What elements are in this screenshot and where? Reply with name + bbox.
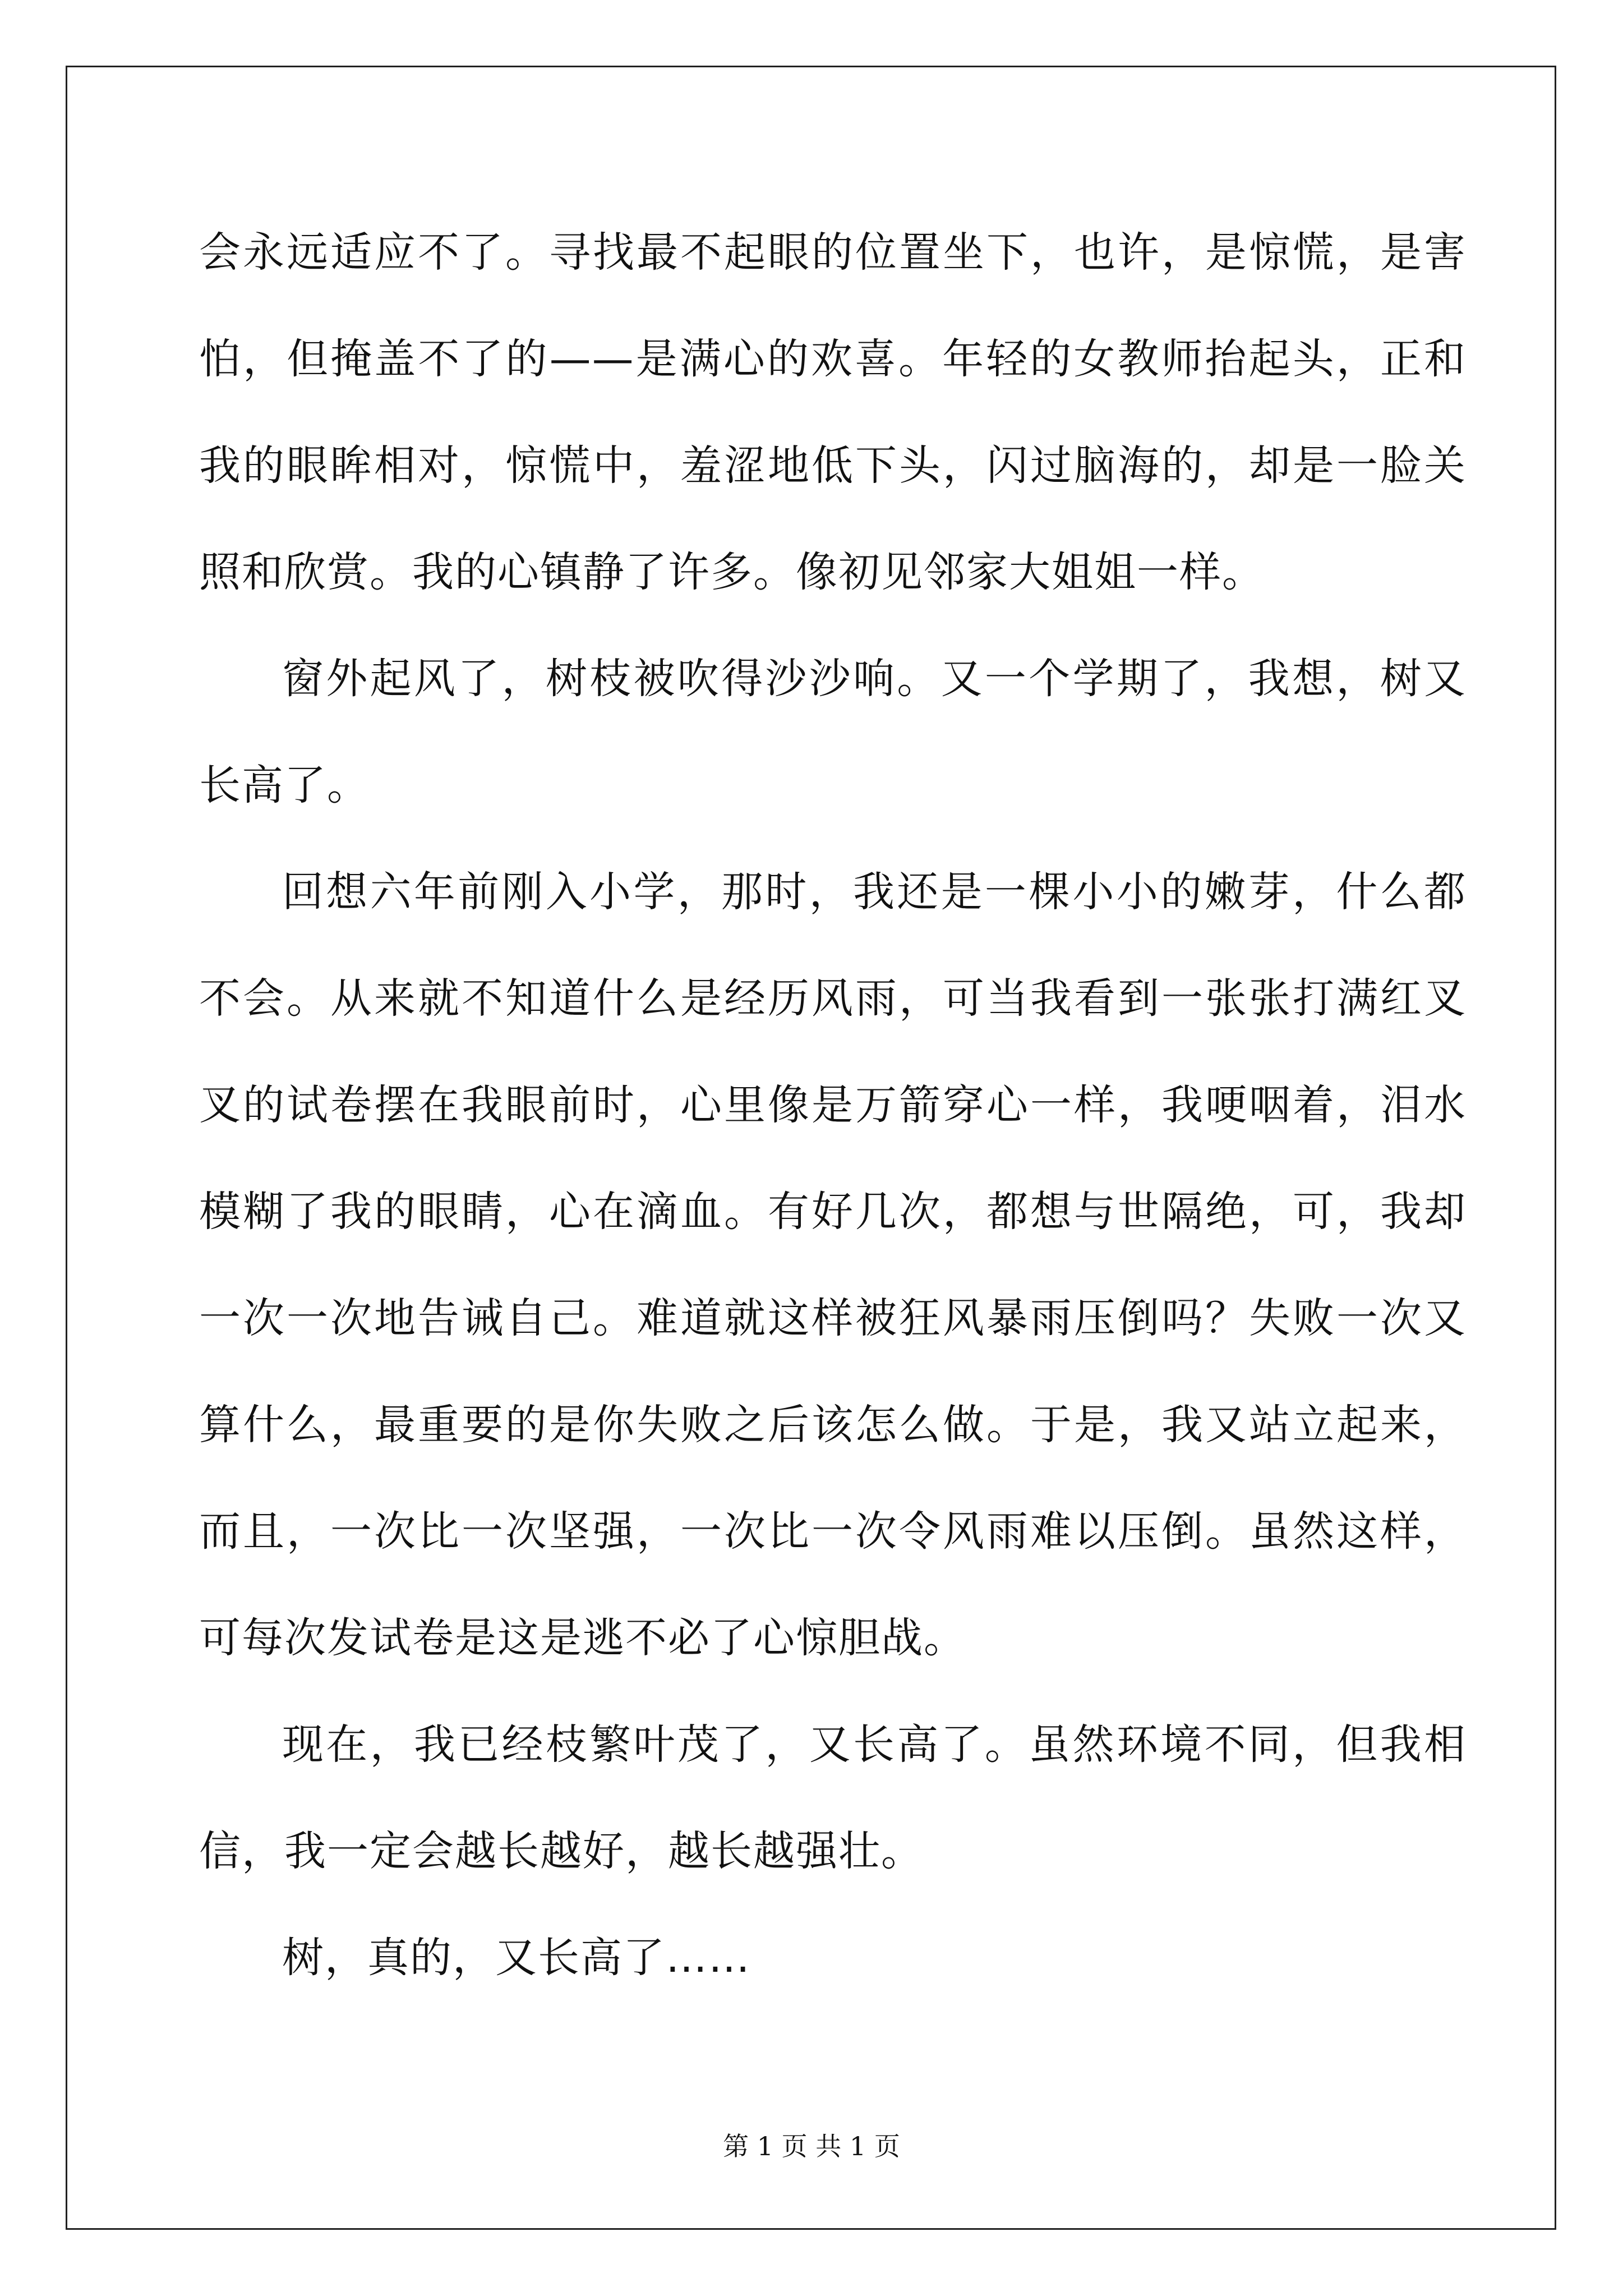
paragraph-1: 会永远适应不了。寻找最不起眼的位置坐下，也许，是惊慌，是害怕，但掩盖不了的——是满心的欢喜。年轻的女教师抬起头，正和我的眼眸相对，惊慌中，羞涩地低下头，闪过脑海的，却是一脸关照和欣赏。我的心镇静了许多。像初见邻家大姐姐一样。 xyxy=(199,228,1467,596)
page-number-footer: 第 1 页 共 1 页 xyxy=(723,2131,900,2161)
paragraph-5: 树，真的，又长高了…… xyxy=(282,1934,751,1982)
paragraph-4: 现在，我已经枝繁叶茂了，又长高了。虽然环境不同，但我相信，我一定会越长越好，越长越强壮。 xyxy=(199,1720,1467,1875)
document-body xyxy=(199,199,1467,2011)
paragraph-3: 回想六年前刚入小学，那时，我还是一棵小小的嫩芽，什么都不会。从来就不知道什么是经历风雨，可当我看到一张张打满红叉叉的试卷摆在我眼前时，心里像是万箭穿心一样，我哽咽着，泪水模糊了我的眼睛，心在滴血。有好几次，都想与世隔绝，可，我却一次一次地告诫自己。难道就这样被狂风暴雨压倒吗？失败一次又算什么，最重要的是你失败之后该怎么做。于是，我又站立起来，而且，一次比一次坚强，一次比一次令风雨难以压倒。虽然这样，可每次发试卷是这是逃不必了心惊胆战。 xyxy=(199,868,1467,1662)
paragraph-2: 窗外起风了，树枝被吹得沙沙响。又一个学期了，我想，树又长高了。 xyxy=(199,655,1467,809)
